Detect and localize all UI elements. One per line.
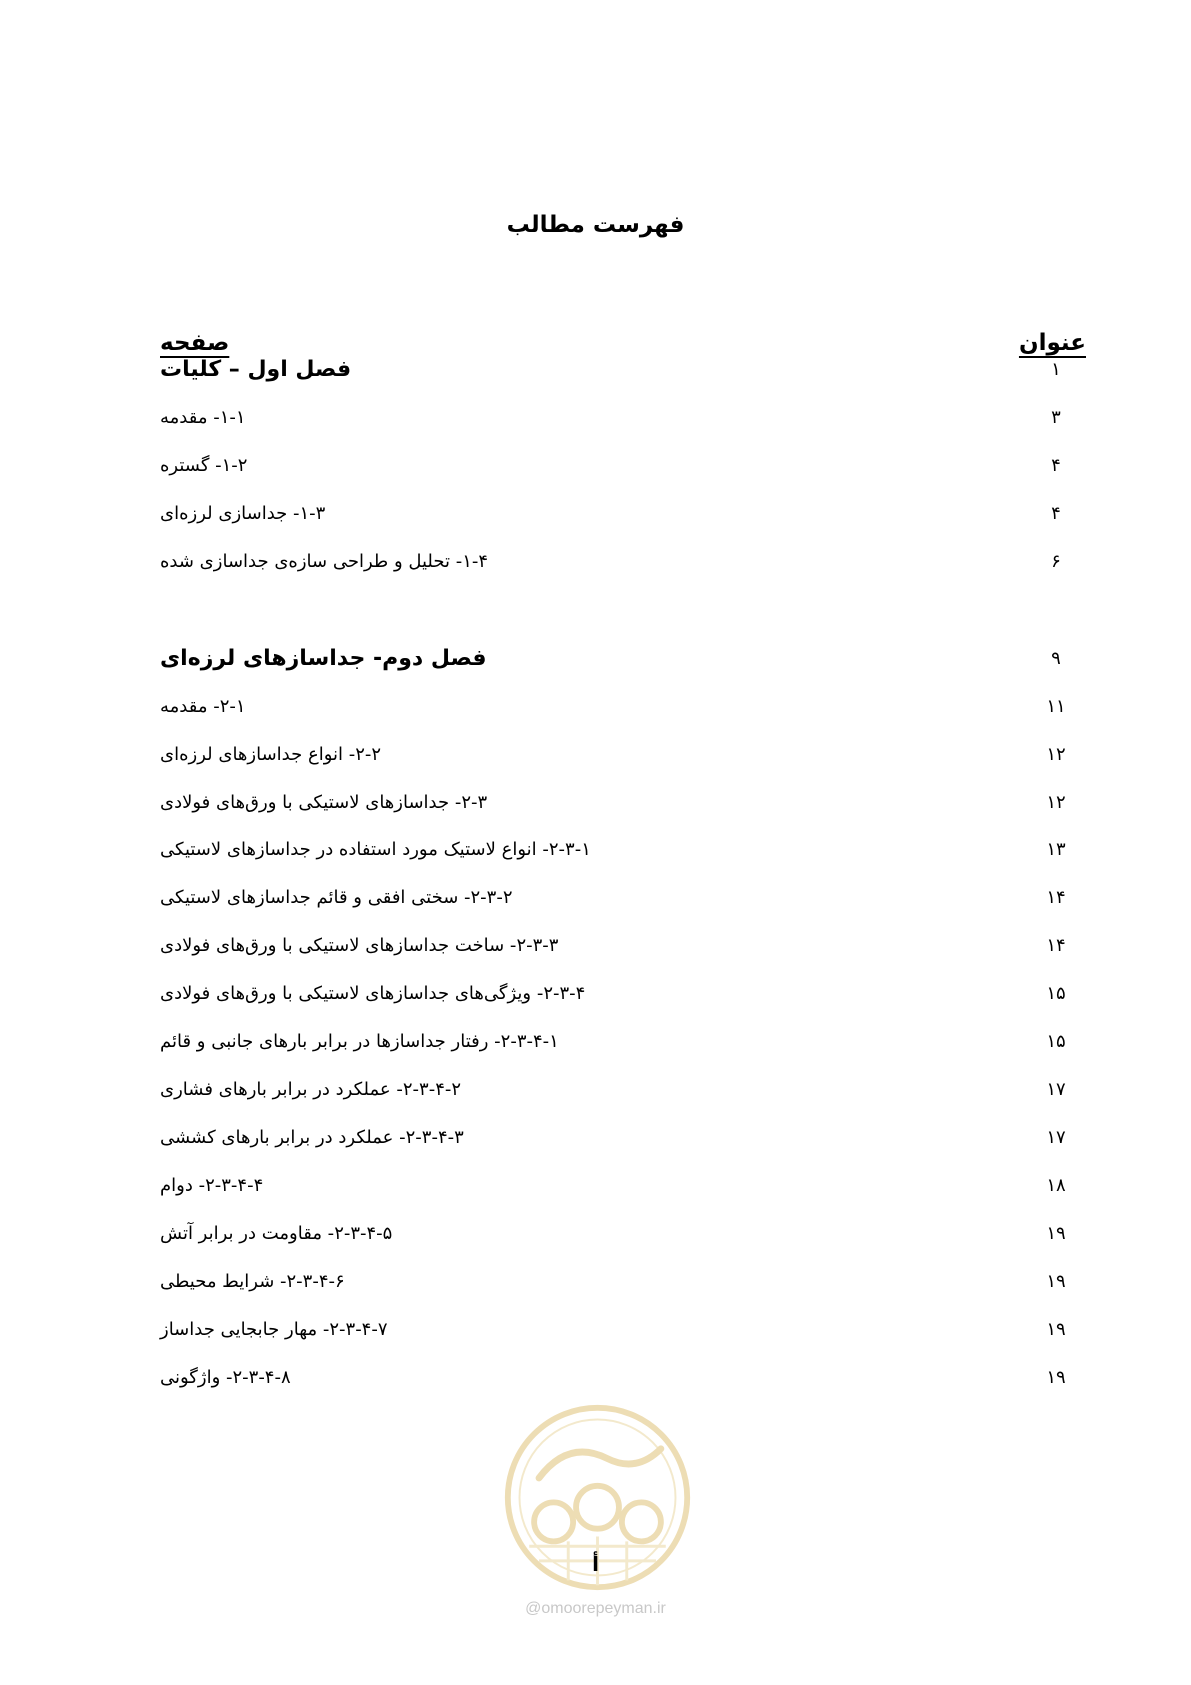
toc-entry-page: ۱۳ xyxy=(1046,838,1066,860)
toc-entry-page: ۱۹ xyxy=(1046,1270,1066,1292)
toc-entry-title: ۲-۳-۴-۵- مقاومت در برابر آتش xyxy=(160,1222,393,1244)
toc-entry[interactable] xyxy=(160,1360,1086,1394)
toc-entry-title: ۲-۳-۴-۷- مهار جابجایی جداساز xyxy=(160,1318,388,1340)
toc-entry-page: ۱۸ xyxy=(1046,1174,1066,1196)
toc-entry[interactable] xyxy=(160,1168,1086,1202)
toc-entry[interactable] xyxy=(160,1072,1086,1106)
toc-entry[interactable] xyxy=(160,928,1086,962)
toc-entry[interactable] xyxy=(160,689,1086,723)
toc-entry[interactable] xyxy=(160,1216,1086,1250)
toc-entry-page: ۱۲ xyxy=(1046,743,1066,765)
toc-entry-page: ۹ xyxy=(1051,647,1061,669)
toc-entry-page: ۱۹ xyxy=(1046,1366,1066,1388)
toc-entry[interactable] xyxy=(160,785,1086,819)
toc-entry-page: ۱۲ xyxy=(1046,791,1066,813)
toc-entry-title: فصل دوم- جداسازهای لرزه‌ای xyxy=(160,645,487,671)
toc-entry[interactable] xyxy=(160,1312,1086,1346)
toc-entry-title: ۲-۳-۴-۲- عملکرد در برابر بارهای فشاری xyxy=(160,1078,462,1100)
toc-entry[interactable] xyxy=(160,448,1086,482)
toc-entry-page: ۱۴ xyxy=(1046,886,1066,908)
toc-entry-page: ۱۹ xyxy=(1046,1318,1066,1340)
toc-entry-title: ۱-۴- تحلیل و طراحی سازه‌ی جداسازی شده xyxy=(160,550,489,572)
toc-entry-page: ۱۷ xyxy=(1046,1078,1066,1100)
toc-entry-title: ۲-۳-۳- ساخت جداسازهای لاستیکی با ورق‌های فولادی xyxy=(160,934,559,956)
toc-entry-page: ۱۴ xyxy=(1046,934,1066,956)
toc-entry-page: ۱۵ xyxy=(1046,1030,1066,1052)
toc-entry-page: ۶ xyxy=(1051,550,1061,572)
toc-entry-page: ۱ xyxy=(1051,358,1061,380)
toc-entry[interactable] xyxy=(160,352,1086,386)
toc-entry-title: ۲-۳-۴-۸- واژگونی xyxy=(160,1366,291,1388)
toc-entry[interactable] xyxy=(160,1120,1086,1154)
page-title: فهرست مطالب xyxy=(506,212,685,238)
toc-entry[interactable] xyxy=(160,1264,1086,1298)
toc-entry-title: ۲-۳-۲- سختی افقی و قائم جداسازهای لاستیکی xyxy=(160,886,513,908)
toc-entry-page: ۴ xyxy=(1051,454,1061,476)
toc-entry[interactable] xyxy=(160,400,1086,434)
toc-entry-title: فصل اول – کلیات xyxy=(160,356,352,382)
toc-entry-title: ۲-۳-۴- ویژگی‌های جداسازهای لاستیکی با ورق‌های فولادی xyxy=(160,982,586,1004)
toc-entry-title: ۲-۳-۴-۴- دوام xyxy=(160,1174,264,1196)
toc-entry[interactable] xyxy=(160,1024,1086,1058)
toc-entry-title: ۱-۲- گستره xyxy=(160,454,248,476)
toc-entry-page: ۴ xyxy=(1051,502,1061,524)
toc-entry-title: ۲-۳-۴-۶- شرایط محیطی xyxy=(160,1270,345,1292)
toc-entry[interactable] xyxy=(160,737,1086,771)
toc-entry-title: ۱-۱- مقدمه xyxy=(160,406,246,428)
toc-entry[interactable] xyxy=(160,880,1086,914)
toc-entry[interactable] xyxy=(160,496,1086,530)
toc-entry-page: ۱۹ xyxy=(1046,1222,1066,1244)
toc-entry-page: ۱۷ xyxy=(1046,1126,1066,1148)
toc-entry-page: ۱۱ xyxy=(1046,695,1066,717)
toc-entry[interactable] xyxy=(160,544,1086,578)
toc-entry-title: ۲-۳-۱- انواع لاستیک مورد استفاده در جداسازهای لاستیکی xyxy=(160,838,591,860)
watermark-url: @omoorepeyman.ir xyxy=(525,1600,666,1617)
toc-entry-title: ۲-۳-۴-۳- عملکرد در برابر بارهای کششی xyxy=(160,1126,464,1148)
toc-entry[interactable] xyxy=(160,641,1086,675)
page-column-header: صفحه xyxy=(160,330,230,356)
toc-entry-page: ۱۵ xyxy=(1046,982,1066,1004)
toc-entry-title: ۲-۲- انواع جداسازهای لرزه‌ای xyxy=(160,743,382,765)
toc-entry-title: ۲-۳- جداسازهای لاستیکی با ورق‌های فولادی xyxy=(160,791,488,813)
toc-entry[interactable] xyxy=(160,832,1086,866)
toc-entry-title: ۲-۱- مقدمه xyxy=(160,695,246,717)
toc-entry-title: ۲-۳-۴-۱- رفتار جداسازها در برابر بارهای جانبی و قائم xyxy=(160,1030,559,1052)
page-number: أ xyxy=(592,1552,599,1576)
toc-entry[interactable] xyxy=(160,976,1086,1010)
title-column-header: عنوان xyxy=(1018,330,1086,356)
toc-entry-title: ۱-۳- جداسازی لرزه‌ای xyxy=(160,502,326,524)
toc-entry-page: ۳ xyxy=(1051,406,1061,428)
